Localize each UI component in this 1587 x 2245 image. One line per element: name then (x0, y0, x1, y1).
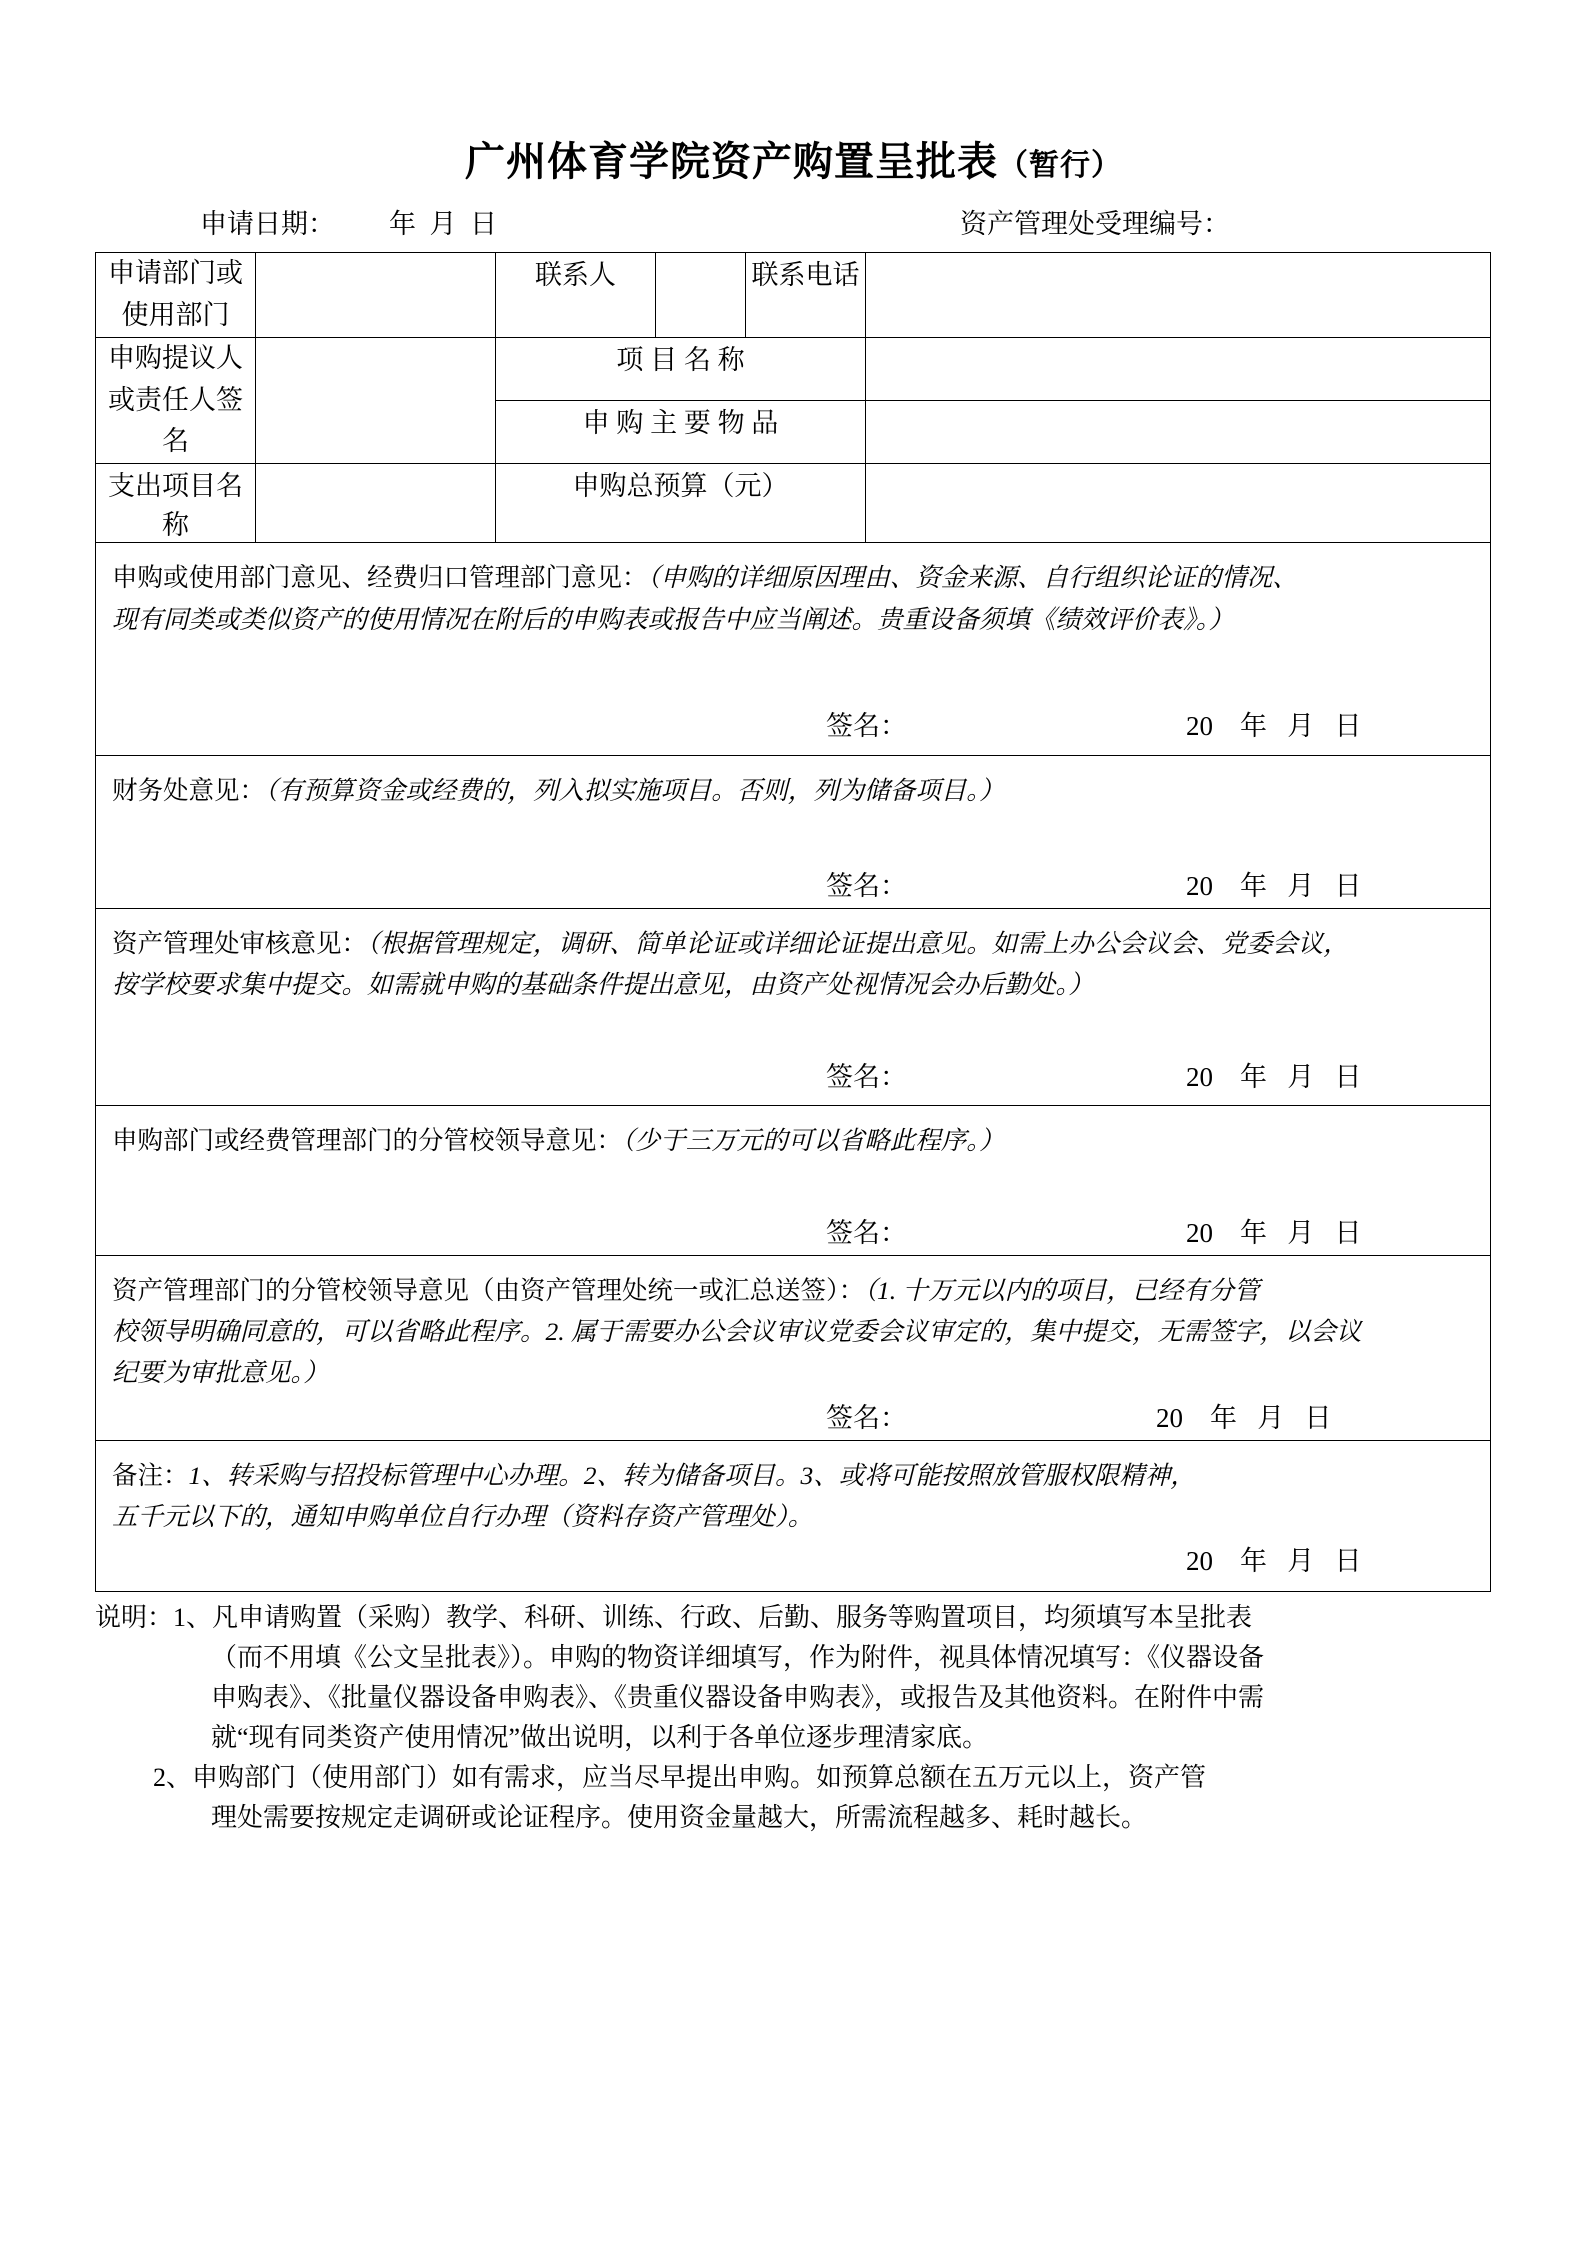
cell-project-name-value[interactable] (866, 337, 1491, 400)
asset-review-note-1: （根据管理规定，调研、简单论证或详细论证提出意见。如需上办公会议会、党委会议， (367, 928, 1349, 958)
footer-note-1-line-1: 说明：1、凡申请购置（采购）教学、科研、训练、行政、后勤、服务等购置项目，均须填写本呈批表 (95, 1602, 1253, 1632)
page-title-suffix: （暂行） (998, 149, 1122, 182)
dept-opinion-heading: 申购或使用部门意见、经费归口管理部门意见： (112, 563, 648, 593)
dept-opinion-sign-label: 签名： (826, 710, 907, 741)
cell-expense-label: 支出项目名称 (96, 464, 256, 543)
footer-notes (95, 1598, 1495, 1838)
finance-opinion-signature-row (96, 864, 1490, 908)
table-row-asset-leader (96, 1255, 1491, 1440)
remarks-signature-row (96, 1539, 1490, 1583)
finance-opinion-text (96, 756, 1490, 811)
page-title (0, 0, 1587, 184)
cell-budget-label: 申购总预算（元） (496, 464, 866, 543)
cell-department-label: 申请部门或 使用部门 (96, 253, 256, 338)
footer-note-2-line-1: 2、申购部门（使用部门）如有需求，应当尽早提出申购。如预算总额在五万元以上，资产管 (153, 1762, 1207, 1792)
asset-leader-sign-label: 签名： (826, 1402, 907, 1433)
finance-opinion-note-1: （有预算资金或经费的，列入拟实施项目。否则，列为储备项目。） (265, 776, 1005, 806)
dept-leader-sign-label: 签名： (826, 1217, 907, 1248)
cell-contact-value[interactable] (656, 253, 746, 338)
asset-purchase-form-table (95, 252, 1491, 1592)
remarks-note-1: 1、转采购与招投标管理中心办理。2、转为储备项目。3、或将可能按照放管服权限精神， (188, 1460, 1196, 1490)
finance-opinion-heading: 财务处意见： (112, 776, 266, 806)
cell-department-value[interactable] (256, 253, 496, 338)
meta-line (0, 202, 1587, 246)
footer-note-1-line-3: 申购表》、《批量仪器设备申购表》、《贵重仪器设备申购表》，或报告及其他资料。在附件中需 (211, 1682, 1265, 1712)
dept-opinion-sign-date: 20 年 月 日 (1186, 710, 1362, 741)
asset-review-heading: 资产管理处审核意见： (112, 928, 368, 958)
cell-remarks[interactable] (96, 1440, 1491, 1591)
cell-dept-leader[interactable] (96, 1105, 1491, 1255)
asset-leader-note-2: 校领导明确同意的，可以省略此程序。2. 属于需要办公会议审议党委会议审定的，集中提交，无需签字，以会议 (112, 1317, 1362, 1347)
cell-asset-leader[interactable] (96, 1255, 1491, 1440)
asset-review-signature-row (96, 1055, 1490, 1099)
dept-leader-note-1: （少于三万元的可以省略此程序。） (622, 1125, 1005, 1155)
apply-date-label: 申请日期： 年 月 日 (200, 209, 497, 239)
table-row-proposer-project (96, 337, 1491, 400)
dept-opinion-note-2: 现有同类或类似资产的使用情况在附后的申购表或报告中应当阐述。贵重设备须填《绩效评价表》。） (112, 604, 1235, 634)
cell-proposer-label: 申购提议人 或责任人签名 (96, 337, 256, 464)
remarks-heading: 备注： (112, 1460, 189, 1490)
remarks-note-2: 五千元以下的，通知申购单位自行办理（资料存资产管理处）。 (112, 1502, 814, 1531)
table-row-asset-review (96, 908, 1491, 1105)
cell-budget-value[interactable] (866, 464, 1491, 543)
table-row-finance-opinion (96, 756, 1491, 908)
footer-notes-label: 说明： (95, 1602, 174, 1632)
cell-phone-label: 联系电话 (746, 253, 866, 338)
asset-review-note-2: 按学校要求集中提交。如需就申购的基础条件提出意见，由资产处视情况会办后勤处。） (112, 969, 1094, 999)
table-row-remarks (96, 1440, 1491, 1591)
cell-finance-opinion[interactable] (96, 756, 1491, 908)
remarks-text (96, 1441, 1490, 1538)
page-title-main: 广州体育学院资产购置呈批表 (465, 139, 998, 184)
asset-leader-signature-row (96, 1396, 1490, 1440)
remarks-sign-date: 20 年 月 日 (1186, 1546, 1362, 1577)
serial-number-label: 资产管理处受理编号： (960, 209, 1230, 239)
asset-review-sign-label: 签名： (826, 1062, 907, 1093)
asset-leader-note-3: 纪要为审批意见。） (112, 1358, 329, 1388)
cell-main-items-label: 申 购 主 要 物 品 (496, 400, 866, 463)
dept-leader-signature-row (96, 1211, 1490, 1255)
cell-expense-value[interactable] (256, 464, 496, 543)
table-row-expense-budget (96, 464, 1491, 543)
asset-review-sign-date: 20 年 月 日 (1186, 1062, 1362, 1093)
finance-opinion-sign-date: 20 年 月 日 (1186, 870, 1362, 901)
asset-leader-note-1: （1. 十万元以内的项目，已经有分管 (864, 1275, 1260, 1305)
asset-leader-sign-date: 20 年 月 日 (1156, 1402, 1332, 1433)
asset-leader-heading: 资产管理部门的分管校领导意见（由资产管理处统一或汇总送签）： (112, 1275, 865, 1305)
dept-opinion-text (96, 543, 1490, 640)
asset-review-text (96, 909, 1490, 1006)
asset-leader-text (96, 1256, 1490, 1394)
cell-contact-label: 联系人 (496, 253, 656, 338)
table-row-dept-leader (96, 1105, 1491, 1255)
cell-project-name-label: 项 目 名 称 (496, 337, 866, 400)
cell-phone-value[interactable] (866, 253, 1491, 338)
cell-proposer-value[interactable] (256, 337, 496, 464)
dept-leader-text (96, 1106, 1490, 1161)
table-row-department (96, 253, 1491, 338)
footer-note-1-line-2: （而不用填《公文呈批表》）。申购的物资详细填写，作为附件，视具体情况填写：《仪器设备 (211, 1642, 1265, 1672)
dept-opinion-signature-row (96, 704, 1490, 748)
dept-opinion-note-1: （申购的详细原因理由、资金来源、自行组织论证的情况、 (647, 563, 1298, 593)
cell-main-items-value[interactable] (866, 400, 1491, 463)
cell-asset-review[interactable] (96, 908, 1491, 1105)
dept-leader-sign-date: 20 年 月 日 (1186, 1217, 1362, 1248)
footer-note-1-line-4: 就“现有同类资产使用情况”做出说明，以利于各单位逐步理清家底。 (211, 1722, 989, 1752)
finance-opinion-sign-label: 签名： (826, 870, 907, 901)
dept-leader-heading: 申购部门或经费管理部门的分管校领导意见： (112, 1125, 623, 1155)
table-row-dept-opinion (96, 543, 1491, 756)
footer-note-2-line-2: 理处需要按规定走调研或论证程序。使用资金量越大，所需流程越多、耗时越长。 (211, 1802, 1148, 1832)
cell-dept-opinion[interactable] (96, 543, 1491, 756)
